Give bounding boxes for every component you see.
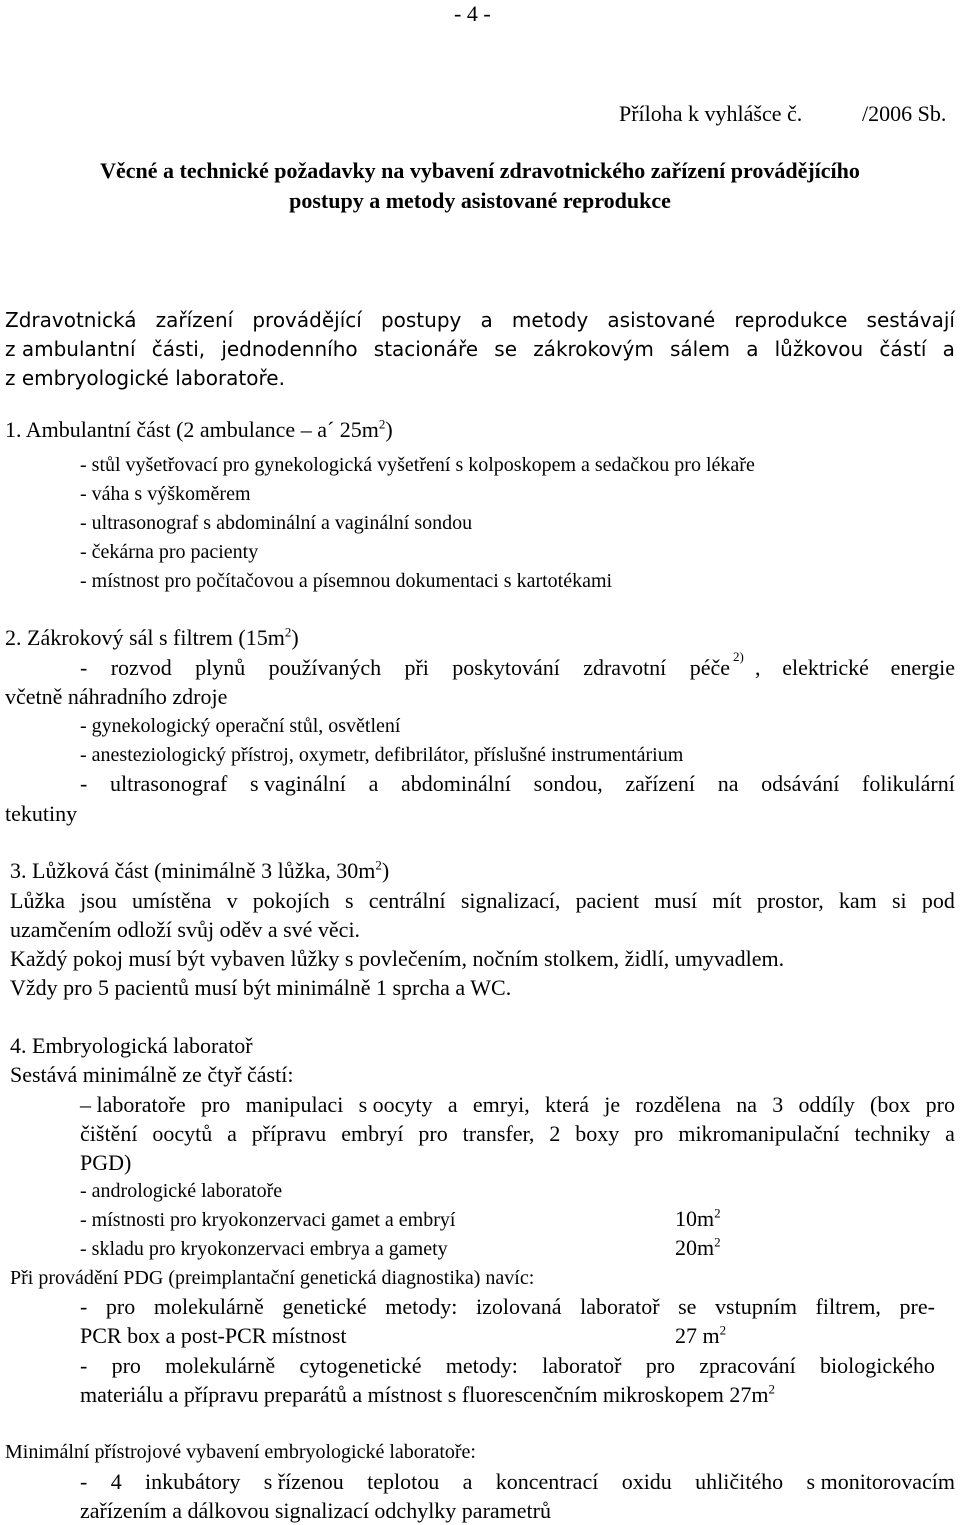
section-2-heading (5, 624, 299, 650)
section-4-item-1 (80, 1094, 955, 1116)
word: se (678, 1294, 697, 1319)
word: částí (879, 337, 927, 361)
section-2-item-1 (80, 649, 955, 680)
word: ultrasonograf (110, 771, 228, 796)
section-2-item-1-a (80, 657, 730, 679)
word: jsou (80, 888, 117, 913)
word: 2 (549, 1121, 561, 1146)
section-3-paragraph-3: Vždy pro 5 pacientů musí být minimálně 1 sprcha a WC. (10, 975, 512, 1000)
word: mít (712, 888, 742, 913)
equipment-heading: Minimální přístrojové vybavení embryologické laboratoře: (5, 1441, 476, 1463)
word: metody: (445, 1353, 518, 1378)
word: prostor, (756, 888, 824, 913)
word: si (891, 888, 907, 913)
intro-line-2 (5, 339, 955, 359)
word: s (344, 888, 354, 913)
word: techniky (854, 1121, 931, 1146)
word: metody: (385, 1294, 458, 1319)
word: zákrokovým (533, 337, 654, 361)
section-3-paragraph-1 (10, 890, 955, 912)
word: pokojích (252, 888, 330, 913)
word: vstupním (715, 1294, 797, 1319)
word: pro (634, 1121, 664, 1146)
word: sondou, (533, 771, 603, 796)
word: signalizací, (460, 888, 561, 913)
document-title-line-1: Věcné a technické požadavky na vybavení zdravotnického zařízení provádějícího (100, 158, 860, 183)
section-4-item-1-line-3: PGD) (80, 1150, 132, 1175)
section-4-item-1-line-2 (80, 1123, 955, 1145)
word: je (604, 1092, 621, 1117)
word: pacient (575, 888, 640, 913)
word: oocytů (152, 1121, 213, 1146)
word: a (368, 771, 379, 796)
word: části, (151, 337, 206, 361)
section-4-pdg-item-1-line-2: PCR box a post-PCR místnost (80, 1323, 347, 1348)
word: folikulární (862, 771, 955, 796)
word: kam (838, 888, 877, 913)
equipment-line-2: zařízením a dálkovou signalizací odchylky parametrů (80, 1498, 551, 1523)
section-2-item-1-b (733, 649, 955, 680)
word: boxy (575, 1121, 620, 1146)
section-1-heading-text: 1. Ambulantní část (2 ambulance – a´ 25m (5, 417, 379, 442)
word: koncentrací (495, 1469, 599, 1494)
word: a (462, 1469, 473, 1494)
word: molekulárně (153, 1294, 264, 1319)
section-4-pdg-item-1-area (675, 1322, 727, 1348)
word: pod (921, 888, 955, 913)
word: , (755, 655, 761, 680)
section-4-subheading: Sestává minimálně ze čtyř částí: (10, 1062, 294, 1087)
word: používaných (268, 655, 382, 680)
word: péče (689, 655, 730, 680)
word: sálem (669, 337, 731, 361)
word: lůžkovou (774, 337, 864, 361)
section-4-pdg-item-1-area-sup: 2 (719, 1322, 727, 1338)
section-3-heading-close: ) (381, 858, 390, 883)
word: rozvod (110, 655, 172, 680)
word: a (746, 337, 759, 361)
equipment-line-1 (80, 1471, 955, 1493)
section-1-item-1: - stůl vyšetřovací pro gynekologická vyšetření s kolposkopem a sedačkou pro lékaře (80, 454, 755, 476)
word: mikromanipulační (678, 1121, 840, 1146)
word: umístěna (132, 888, 212, 913)
section-3-heading-text: 3. Lůžková část (minimálně 3 lůžka, 30m (10, 858, 376, 883)
word: a (447, 1092, 458, 1117)
section-4-heading: 4. Embryologická laboratoř (10, 1033, 253, 1058)
word: sestávají (866, 308, 955, 332)
section-1-heading-close: ) (385, 417, 393, 442)
intro-line-1 (5, 310, 955, 330)
word: 4 (110, 1469, 122, 1494)
section-2-item-4 (80, 773, 955, 795)
word: pre- (899, 1294, 935, 1319)
word: čištění (80, 1121, 138, 1146)
section-4-item-3-area-sup: 2 (714, 1205, 721, 1221)
word: molekulárně (165, 1353, 276, 1378)
word: z ambulantní (5, 337, 136, 361)
section-3-heading (10, 857, 390, 883)
section-1-heading (5, 416, 393, 442)
section-4-pdg-item-1-area-value: 27 m (675, 1323, 720, 1348)
section-2-item-2: - gynekologický operační stůl, osvětlení (80, 715, 401, 737)
word: zařízení (625, 771, 696, 796)
word: s řízenou (263, 1469, 344, 1494)
document-title-line-2: postupy a metody asistované reprodukce (289, 188, 671, 213)
section-2-item-3: - anesteziologický přístroj, oxymetr, defibrilátor, příslušné instrumentárium (80, 744, 684, 766)
word: pro (645, 1353, 676, 1378)
section-4-item-3-area-value: 10m (675, 1206, 715, 1231)
section-1-item-4: - čekárna pro pacienty (80, 541, 259, 563)
word: – laboratoře (80, 1092, 186, 1117)
word: pro (925, 1092, 955, 1117)
word: inkubátory (145, 1469, 241, 1494)
word: která (544, 1092, 589, 1117)
word: izolovaná (476, 1294, 562, 1319)
section-2-heading-text: 2. Zákrokový sál s filtrem (15m (5, 625, 285, 650)
word: poskytování (452, 655, 560, 680)
section-4-pdg-item-1 (80, 1296, 935, 1318)
section-3-heading-sup: 2 (375, 857, 382, 873)
word: biologického (820, 1353, 935, 1378)
word: elektrické (782, 655, 869, 680)
section-1-item-2: - váha s výškoměrem (80, 483, 251, 505)
word: - (80, 771, 88, 796)
word: provádějící (252, 308, 362, 332)
section-4-item-3: - místnosti pro kryokonzervaci gamet a embryí (80, 1209, 456, 1231)
word: uhličitého (695, 1469, 784, 1494)
word: transfer, (462, 1121, 535, 1146)
word: zařízení (155, 308, 234, 332)
word: s vaginální (249, 771, 346, 796)
word: postupy (380, 308, 462, 332)
word: metody (511, 308, 589, 332)
section-2-heading-close: ) (291, 625, 299, 650)
word: na (736, 1092, 757, 1117)
word: zpracování (699, 1353, 796, 1378)
word: jednodenního (221, 337, 358, 361)
word: genetické (282, 1294, 367, 1319)
section-1-item-5: - místnost pro počítačovou a písemnou dokumentaci s kartotékami (80, 570, 613, 592)
word: energie (890, 655, 955, 680)
word: a (945, 1121, 955, 1146)
word: při (404, 655, 429, 680)
word: reprodukce (734, 308, 848, 332)
word: asistované (607, 308, 716, 332)
word: stacionáře (373, 337, 479, 361)
word: - (80, 1294, 88, 1319)
word: pro (200, 1092, 231, 1117)
section-4-item-4: - skladu pro kryokonzervaci embrya a gamety (80, 1238, 448, 1260)
section-4-pdg-intro: Při provádění PDG (preimplantační genetická diagnostika) navíc: (10, 1267, 535, 1289)
word: centrální (368, 888, 446, 913)
section-4-pdg-item-2-sup: 2 (768, 1381, 776, 1397)
section-4-pdg-item-2-line-2 (80, 1381, 776, 1407)
section-4-item-4-area (675, 1234, 721, 1260)
word: 3 (772, 1092, 784, 1117)
word: teplotou (367, 1469, 440, 1494)
section-4-pdg-item-2-line-2-text: materiálu a přípravu preparátů a místnost s fluorescenčním mikroskopem 27m (80, 1382, 769, 1407)
word: přípravu (251, 1121, 327, 1146)
word: na (717, 771, 739, 796)
intro-line-3: z embryologické laboratoře. (5, 366, 285, 390)
word: cytogenetické (299, 1353, 422, 1378)
word: abdominální (401, 771, 511, 796)
word: - (80, 1469, 88, 1494)
word: pro (418, 1121, 448, 1146)
word: a (942, 337, 955, 361)
word: - (80, 1353, 88, 1378)
word: oxidu (621, 1469, 672, 1494)
word: zdravotní (583, 655, 667, 680)
section-4-item-3-area (675, 1205, 721, 1231)
attachment-ref: /2006 Sb. (862, 101, 947, 126)
word: filtrem, (815, 1294, 881, 1319)
word: pro (105, 1294, 136, 1319)
section-2-item-1-sup: 2) (733, 649, 744, 664)
attachment-label: Příloha k vyhlášce č. (619, 101, 803, 126)
word: laboratoř (580, 1294, 660, 1319)
word: a (480, 308, 493, 332)
word: rozdělena (635, 1092, 721, 1117)
word: (box (870, 1092, 911, 1117)
section-3-paragraph-1-cont: uzamčením odloží svůj oděv a své věci. (10, 917, 361, 942)
section-4-item-4-area-sup: 2 (714, 1234, 721, 1250)
section-1-item-3: - ultrasonograf s abdominální a vaginální sondou (80, 512, 473, 534)
section-1-heading-sup: 2 (378, 416, 386, 432)
word: laboratoř (542, 1353, 622, 1378)
word: se (494, 337, 518, 361)
word: plynů (195, 655, 246, 680)
page-number: - 4 - (454, 1, 491, 26)
word: s monitorovacím (806, 1469, 955, 1494)
word: a (227, 1121, 237, 1146)
section-4-pdg-item-2 (80, 1355, 935, 1377)
word: v (226, 888, 238, 913)
word: oddíly (798, 1092, 855, 1117)
section-4-item-4-area-value: 20m (675, 1235, 715, 1260)
word: embryí (341, 1121, 404, 1146)
section-2-item-1-rest (755, 657, 955, 679)
word: Zdravotnická (5, 308, 137, 332)
section-2-item-1-cont: včetně náhradního zdroje (5, 684, 228, 709)
section-2-item-4-cont: tekutiny (5, 801, 78, 826)
word: Lůžka (10, 888, 65, 913)
word: odsávání (761, 771, 840, 796)
section-4-item-2: - andrologické laboratoře (80, 1180, 283, 1202)
word: emryi, (472, 1092, 530, 1117)
word: musí (654, 888, 698, 913)
section-3-paragraph-2: Každý pokoj musí být vybaven lůžky s povlečením, nočním stolkem, židlí, umyvadlem. (10, 946, 785, 971)
word: s oocyty (358, 1092, 433, 1117)
section-2-heading-sup: 2 (284, 624, 292, 640)
word: - (80, 655, 88, 680)
word: pro (111, 1353, 141, 1378)
word: manipulaci (245, 1092, 344, 1117)
